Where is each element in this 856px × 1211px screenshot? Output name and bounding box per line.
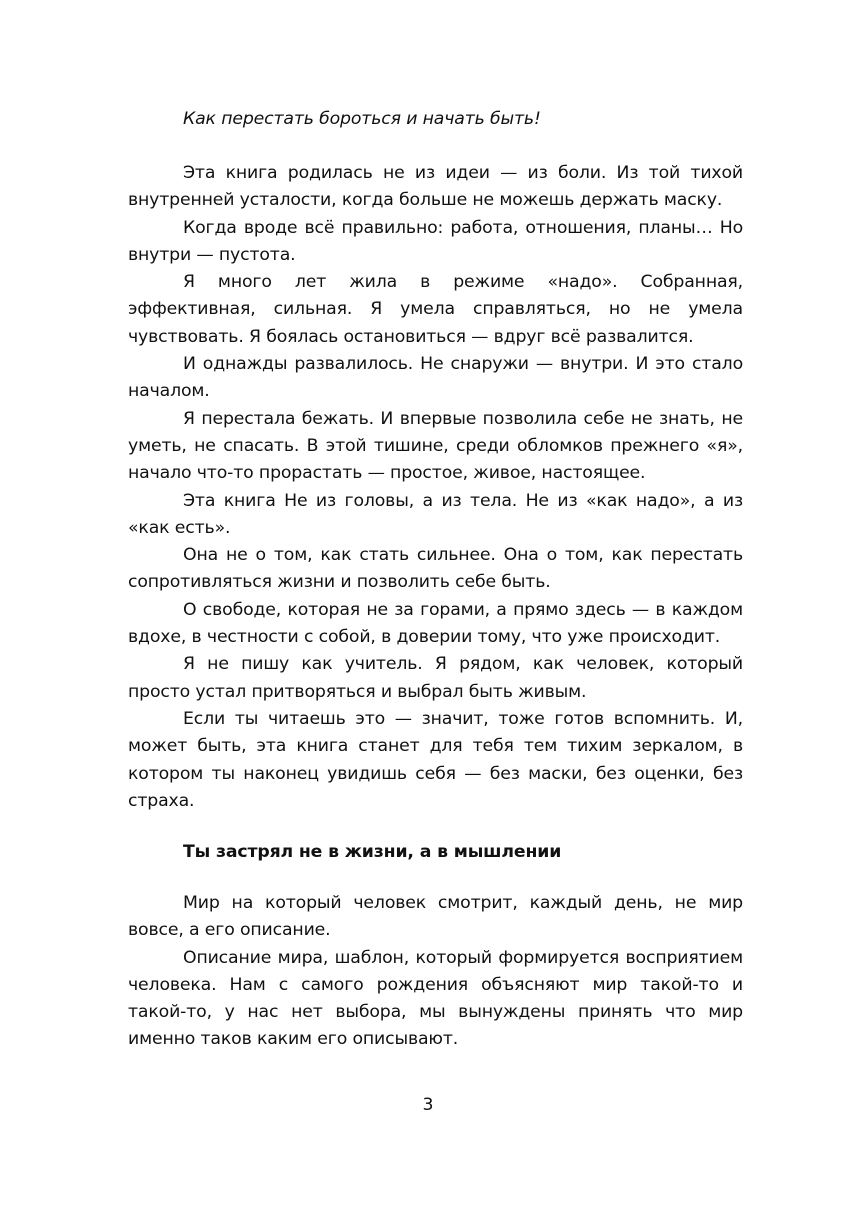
paragraph: Я много лет жила в режиме «надо». Собранная, эффективная, сильная. Я умела справляться, но не умела чувствовать. Я боялась остановиться — вдруг всё развалится.	[128, 272, 743, 347]
paragraph: Если ты читаешь это — значит, тоже готов вспомнить. И, может быть, эта книга станет для тебя тем тихим зеркалом, в котором ты наконец увидишь себя — без маски, без оценки, без страха.	[128, 708, 743, 811]
paragraph: Я не пишу как учитель. Я рядом, как человек, который просто устал притворяться и выбрал быть живым.	[128, 654, 743, 702]
paragraph: Эта книга Не из головы, а из тела. Не из «как надо», а из «как есть».	[128, 490, 743, 538]
paragraph: Мир на который человек смотрит, каждый день, не мир вовсе, а его описание.	[128, 893, 743, 941]
page-number: 3	[422, 1095, 434, 1115]
paragraph: Когда вроде всё правильно: работа, отношения, планы… Но внутри — пустота.	[128, 217, 743, 265]
paragraph: Я перестала бежать. И впервые позволила себе не знать, не уметь, не спасать. В этой тишине, среди обломков прежнего «я», начало что-то прорастать — простое, живое, настоящее.	[128, 408, 743, 484]
paragraph: Она не о том, как стать сильнее. Она о том, как перестать сопротивляться жизни и позволить себе быть.	[128, 545, 743, 593]
epigraph: Как перестать бороться и начать быть!	[183, 109, 541, 129]
section-heading: Ты застрял не в жизни, а в мышлении	[183, 842, 562, 862]
section-text	[128, 890, 743, 1054]
paragraph: Эта книга родилась не из идеи — из боли. Из той тихой внутренней усталости, когда больше не можешь держать маску.	[128, 163, 743, 211]
paragraph: Описание мира, шаблон, который формируется восприятием человека. Нам с самого рождения объясняют мир такой-то и такой-то, у нас нет выбора, мы вынуждены принять что мир именно таков каким его описывают.	[128, 947, 743, 1050]
intro-text	[128, 160, 743, 815]
paragraph: И однажды развалилось. Не снаружи — внутри. И это стало началом.	[128, 354, 743, 402]
paragraph: О свободе, которая не за горами, а прямо здесь — в каждом вдохе, в честности с собой, в доверии тому, что уже происходит.	[128, 599, 743, 648]
